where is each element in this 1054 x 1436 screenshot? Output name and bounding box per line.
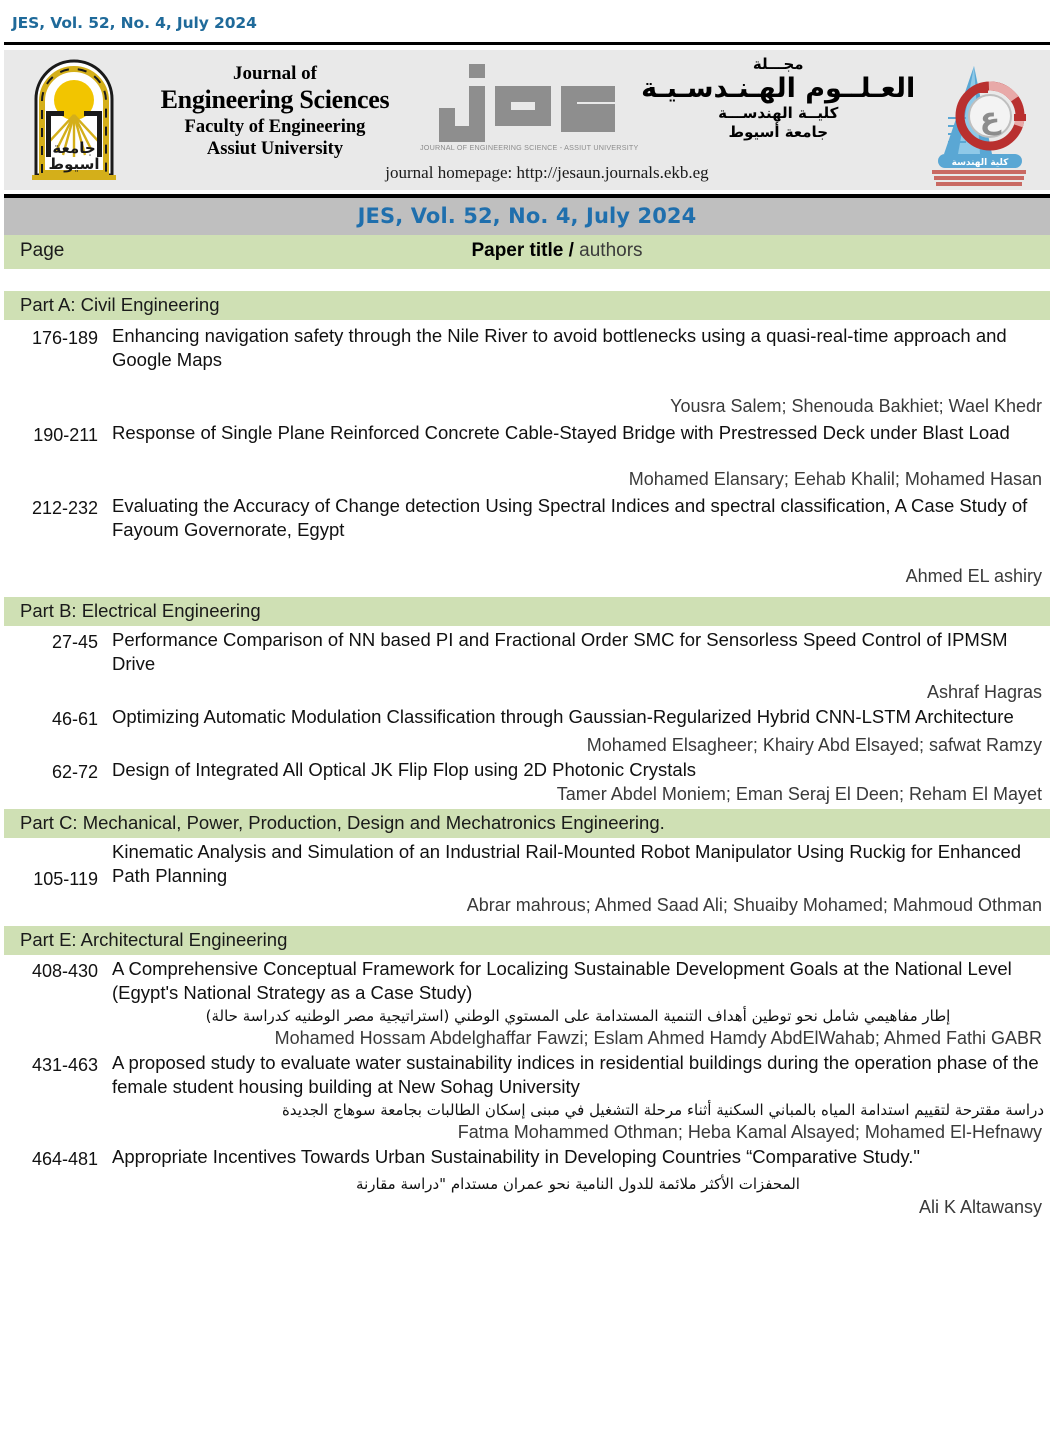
paper-entry[interactable] [4,838,1050,915]
part-heading-e: Part E: Architectural Engineering [4,926,1050,955]
paper-pages: 431-463 [31,1054,98,1075]
spacer [112,542,1044,564]
paper-authors: Ahmed EL ashiry [905,566,1042,587]
issue-title-bar: JES, Vol. 52, No. 4, July 2024 [4,198,1050,235]
paper-title[interactable]: Appropriate Incentives Towards Urban Sustainability in Developing Countries “Comparative Study." [112,1146,920,1168]
arabic-title-line-4: جامعة أسيوط [728,123,828,142]
paper-pages: 190-211 [33,425,98,446]
paper-title-arabic: المحفزات الأكثر ملائمة للدول النامية نحو عمران مستدام "دراسة مقارنة [356,1175,800,1194]
arabic-title-line-3: كليــة الهندســـة [718,104,839,123]
paper-entry[interactable] [4,1049,1050,1143]
paper-body [112,840,1050,915]
spacer-after-column-header [0,269,1054,291]
arabic-journal-title-block [638,50,918,142]
jes-logo [420,50,638,152]
paper-entry[interactable] [4,417,1050,490]
paper-pages: 408-430 [31,960,98,981]
paper-entry[interactable] [4,320,1050,417]
jes-logomark-icon [429,64,629,142]
paper-title[interactable]: Optimizing Automatic Modulation Classification through Gaussian-Regularized Hybrid CNN-LSTM Architecture [112,706,1014,728]
paper-authors: Mohamed Elsagheer; Khairy Abd Elsayed; safwat Ramzy [586,735,1042,756]
running-head: JES, Vol. 52, No. 4, July 2024 [12,14,257,32]
paper-authors: Ali K Altawansy [918,1196,1042,1217]
spacer [0,916,1054,926]
paper-entry[interactable] [4,756,1050,805]
jes-logo-subtitle: JOURNAL OF ENGINEERING SCIENCE - ASSIUT UNIVERSITY [420,143,639,152]
paper-pages: 464-481 [31,1149,98,1170]
journal-title-line-4: Assiut University [206,139,344,160]
spacer [112,1169,1044,1173]
spacer [112,445,1044,467]
paper-body [112,1145,1050,1217]
paper-entry[interactable] [4,626,1050,703]
paper-entry[interactable] [4,1143,1050,1217]
part-heading-c: Part C: Mechanical, Power, Production, Design and Mechatronics Engineering. [4,809,1050,838]
column-header-title [4,240,1050,262]
table-column-header [4,235,1050,269]
part-heading-a: Part A: Civil Engineering [4,291,1050,320]
column-header-title-bold: Paper title / [471,240,574,261]
svg-text:جامعة: جامعة [52,139,96,157]
journal-homepage-line: journal homepage: http://jesaun.journals.ekb.eg [385,163,709,182]
paper-pages: 27-45 [51,632,98,653]
paper-authors: Fatma Mohammed Othman; Heba Kamal Alsayed; Mohamed El-Hefnawy [457,1122,1042,1143]
paper-authors: Mohamed Hossam Abdelghaffar Fawzi; Eslam Ahmed Hamdy AbdElWahab; Ahmed Fathi GABR [274,1027,1042,1048]
svg-text:اسيوط: اسيوط [48,155,100,173]
column-header-page: Page [20,240,65,261]
paper-body [112,494,1050,587]
column-header-authors: authors [573,240,643,261]
journal-title-line-1: Journal of [233,63,317,84]
part-heading-b: Part B: Electrical Engineering [4,597,1050,626]
paper-authors: Ashraf Hagras [926,682,1042,703]
spacer [112,372,1044,394]
paper-pages: 62-72 [51,762,98,783]
spacer [0,587,1054,597]
paper-authors: Mohamed Elansary; Eehab Khalil; Mohamed Hasan [628,469,1042,490]
paper-pages: 105-119 [33,869,98,890]
journal-masthead [4,50,1050,190]
paper-title[interactable]: A Comprehensive Conceptual Framework for Localizing Sustainable Development Goals at the National Level (Egypt's National Strategy as a Case Study) [112,957,1012,1003]
paper-body [112,1051,1050,1143]
paper-body [112,324,1050,417]
paper-title[interactable]: Response of Single Plane Reinforced Concrete Cable-Stayed Bridge with Prestressed Deck under Blast Load [112,422,1010,444]
journal-title-block [130,50,420,160]
paper-authors: Yousra Salem; Shenouda Bakhiet; Wael Khedr [670,396,1042,417]
paper-pages: 212-232 [31,498,98,519]
paper-body [112,705,1050,756]
paper-body [112,421,1050,490]
journal-title-line-3: Faculty of Engineering [184,116,366,137]
arabic-title-line-1: مجـــلة [752,55,804,73]
paper-title[interactable]: Performance Comparison of NN based PI and Fractional Order SMC for Sensorless Speed Control of IPMSM Drive [112,629,1008,675]
paper-body [112,957,1050,1049]
paper-body [112,758,1050,805]
paper-authors: Tamer Abdel Moniem; Eman Seraj El Deen; Reham El Mayet [556,784,1042,805]
arabic-title-line-2: العـلــوم الهـنـدسـيـة [641,73,916,105]
spacer [112,889,1044,893]
svg-text:ع: ع [979,101,1001,136]
paper-pages: 46-61 [51,709,98,730]
paper-title[interactable]: Kinematic Analysis and Simulation of an Industrial Rail-Mounted Robot Manipulator Using Ruckig for Enhanced Path Planning [112,841,1022,887]
svg-text:كلية الهندسة: كلية الهندسة [951,158,1009,168]
spacer [112,729,1044,733]
spacer [112,676,1044,680]
paper-entry[interactable] [4,703,1050,756]
journal-title-line-2: Engineering Sciences [160,85,390,115]
paper-title[interactable]: Enhancing navigation safety through the Nile River to avoid bottlenecks using a quasi-real-time approach and Google Maps [112,325,1007,371]
paper-entry[interactable] [4,955,1050,1049]
header-divider-rule [4,42,1050,45]
paper-authors: Abrar mahrous; Ahmed Saad Ali; Shuaiby Mohamed; Mahmoud Othman [466,894,1042,915]
paper-title[interactable]: Evaluating the Accuracy of Change detection Using Spectral Indices and spectral classification, A Case Study of Fayoum Governorate, Egypt [112,495,1028,541]
paper-title-arabic: إطار مفاهيمي شامل نحو توطين أهداف التنمية المستدامة على المستوي الوطني (استراتيجية مصر الوطنيه كدراسة حالة) [205,1006,951,1025]
paper-title[interactable]: A proposed study to evaluate water sustainability indices in residential buildings during the operation phase of the female student housing building at New Sohag University [112,1051,1039,1097]
paper-body [112,628,1050,703]
paper-title[interactable]: Design of Integrated All Optical JK Flip Flop using 2D Photonic Crystals [112,759,697,781]
paper-pages: 176-189 [31,328,98,348]
paper-entry[interactable] [4,490,1050,587]
paper-title-arabic: دراسة مقترحة لتقييم استدامة المياه بالمباني السكنية أثناء مرحلة التشغيل في مبنى إسكان الطالبات بجامعة سوهاج الجديدة [282,1100,1044,1119]
